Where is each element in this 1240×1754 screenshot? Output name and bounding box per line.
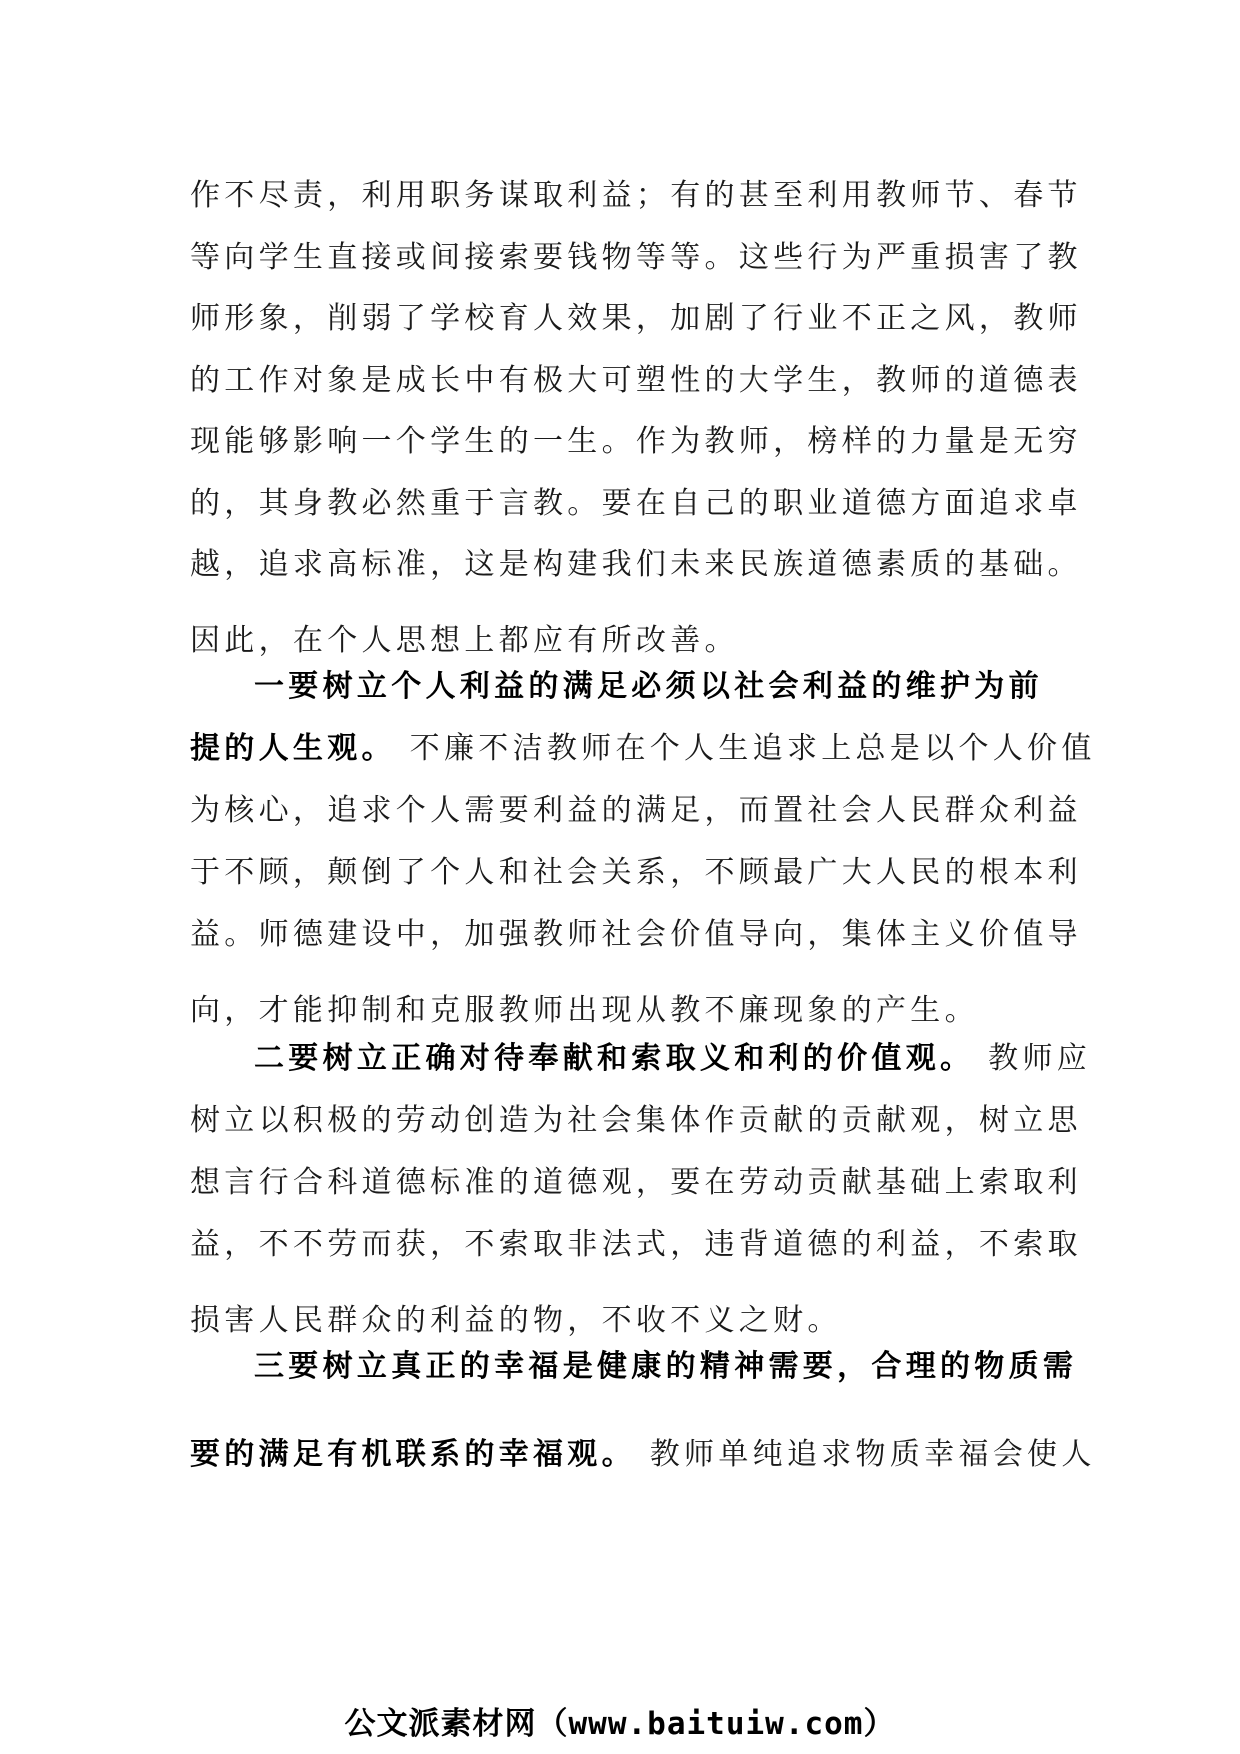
text-line: 的工作对象是成长中有极大可塑性的大学生，教师的道德表: [190, 362, 1082, 398]
text-line: 等向学生直接或间接索要钱物等等。这些行为严重损害了教: [190, 239, 1082, 275]
section-happiness-view: [190, 1336, 1096, 1486]
text-line: 现能够影响一个学生的一生。作为教师，榜样的力量是无穷: [190, 424, 1082, 459]
page-footer: [0, 1698, 1240, 1743]
section-heading: 三要树立真正的幸福是健康的精神需要，合理的物质需: [254, 1349, 1078, 1384]
text-line: 益。师德建设中，加强教师社会价值导向，集体主义价值导: [190, 917, 1082, 952]
section-heading: 二要树立正确对待奉献和索取义和利的价值观。: [254, 1041, 975, 1076]
text-line: 于不顾，颠倒了个人和社会关系，不顾最广大人民的根本利: [190, 855, 1082, 890]
text-line: 为核心，追求个人需要利益的满足，而置社会人民群众利益: [190, 793, 1082, 828]
text-line: 向，才能抑制和克服教师出现从教不廉现象的产生。: [190, 993, 979, 1028]
text-line: 损害人民群众的利益的物，不收不义之财。: [190, 1303, 842, 1338]
section-body-text: 教师应: [974, 1041, 1092, 1076]
section-life-view: [190, 656, 1096, 1042]
text-line: 作不尽责，利用职务谋取利益；有的甚至利用教师节、春节: [190, 178, 1082, 213]
text-line: 想言行合科道德标准的道德观，要在劳动贡献基础上索取利: [190, 1165, 1082, 1200]
footer-site-close: ）: [863, 1706, 896, 1742]
section-body-text: 教师单纯追求物质幸福会使人: [635, 1437, 1096, 1472]
text-line: 师形象，削弱了学校育人效果，加剧了行业不正之风，教师: [190, 301, 1082, 336]
text-line: 的，其身教必然重于言教。要在自己的职业道德方面追求卓: [190, 485, 1082, 521]
section-value-view: [190, 1028, 1092, 1352]
text-line: 因此，在个人思想上都应有所改善。: [190, 622, 739, 658]
footer-site-name: 公文派素材网（: [344, 1706, 569, 1742]
intro-paragraph: [190, 165, 1082, 671]
text-line: 益，不不劳而获，不索取非法式，违背道德的利益，不索取: [190, 1227, 1082, 1262]
section-heading: 要的满足有机联系的幸福观。: [190, 1437, 636, 1472]
section-body-text: 不廉不洁教师在个人生追求上总是以个人价值: [395, 731, 1096, 766]
text-line: 树立以积极的劳动创造为社会集体作贡献的贡献观，树立思: [190, 1103, 1082, 1138]
footer-site-link[interactable]: www.baituiw.com: [568, 1706, 864, 1742]
text-line: 越，追求高标准，这是构建我们未来民族道德素质的基础。: [190, 547, 1082, 582]
section-heading: 一要树立个人利益的满足必须以社会利益的维护为前: [254, 669, 1043, 704]
section-heading: 提的人生观。: [190, 731, 396, 766]
